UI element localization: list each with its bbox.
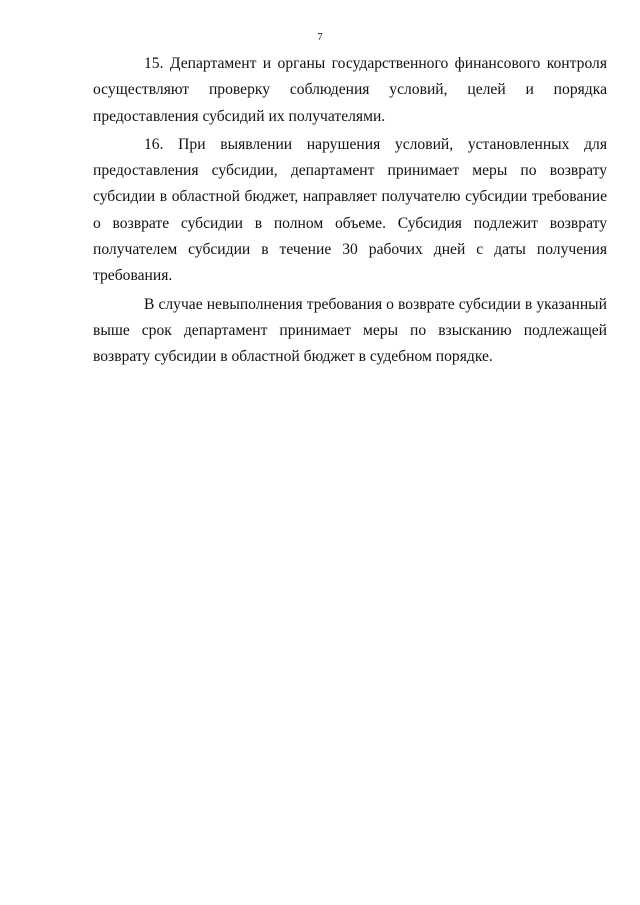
page-number: 7 bbox=[317, 31, 323, 43]
paragraph-15: 15. Департамент и органы государственного финансового контроля осуществляют проверку соблюдения условий, целей и порядка предоставления субсидий их получателями. bbox=[93, 55, 607, 125]
paragraph-16: 16. При выявлении нарушения условий, установленных для предоставления субсидии, департамент принимает меры по возврату субсидии в областной бюджет, направляет получателю субсидии требование о возврате субсидии в полном объеме. Субсидия подлежит возврату получателем субсидии в течение 30 рабочих дней с даты получения требования. bbox=[93, 135, 607, 285]
paragraph-16-continuation: В случае невыполнения требования о возврате субсидии в указанный выше срок департамент принимает меры по взысканию подлежащей возврату субсидии в областной бюджет в судебном порядке. bbox=[93, 295, 607, 366]
document-body bbox=[93, 51, 607, 371]
